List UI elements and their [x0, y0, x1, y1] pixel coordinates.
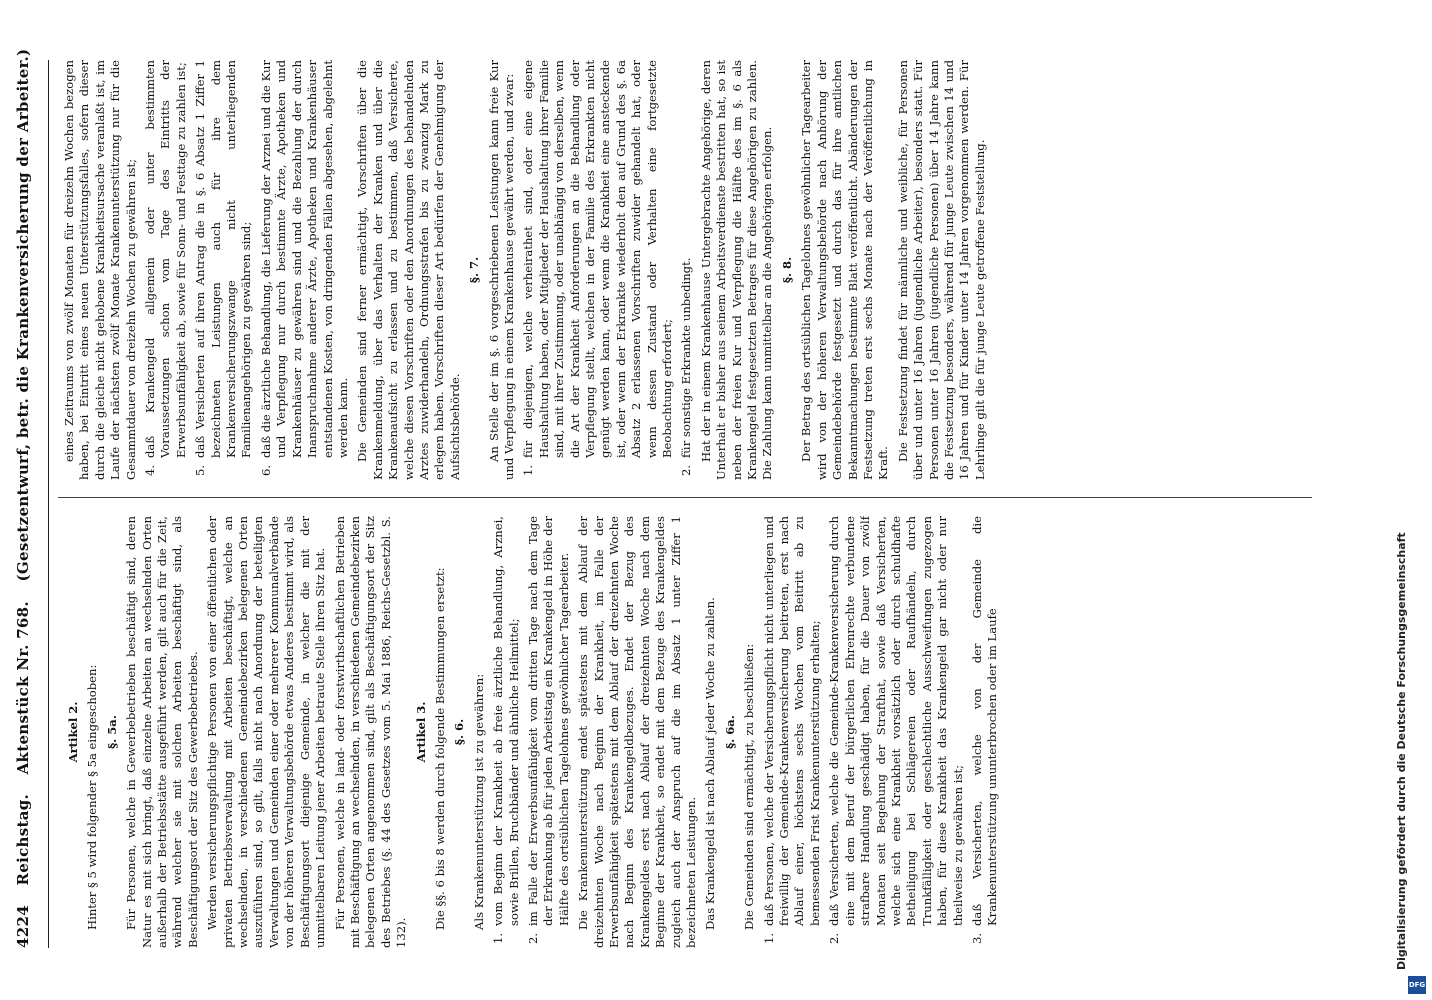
paragraph: An Stelle der im §. 6 vorgeschriebenen Leistungen kann freie Kur und Verpflegung in einem Krankenhause gewährt werden, und zwar: [486, 60, 516, 480]
section-heading: §. 8. [779, 256, 794, 284]
clause-number: 1. [761, 932, 776, 944]
numbered-clause [491, 516, 522, 948]
page-header [14, 48, 44, 948]
paragraph: Die Festsetzung findet für männliche und weibliche, für Personen über und unter 16 Jahren (jugendliche Arbeiter), besonders statt. Für Personen unter 16 Jahren (jugendliche Personen) über 14 Jahre kann die Festsetzung besonders, während für junge Leute zwischen 14 und 16 Jahren und für Kinder unter 14 Jahren vorgenommen werden. Für Lehrlinge gilt die für junge Leute getroffene Feststellung. [895, 60, 987, 480]
paragraph: Für Personen, welche in Gewerbebetrieben beschäftigt sind, deren Natur es mit sich bringt, daß einzelne Arbeiten an wechselnden Orten außerhalb der Betriebsstätte ausgeführt werden, gilt auch für die Zeit, während welcher sie mit solchen Arbeiten beschäftigt sind, als Beschäftigungsort der Sitz des Gewerbebetriebes. [124, 516, 200, 948]
clause-number: 1. [521, 464, 536, 476]
clause-number: 3. [969, 932, 984, 944]
section-heading: §. 5a. [104, 715, 119, 749]
section-heading: Artikel 2. [66, 701, 80, 763]
paragraph: eines Zeitraums von zwölf Monaten für dreizehn Wochen bezogen haben, bei Eintritt eines neuen Unterstützungsfalles, sofern dieser durch die gleiche nicht gehobene Krankheitsursache veranlaßt ist, im Laufe der nächsten zwölf Monate Krankenunterstützung nur für die Gesammtdauer von dreizehn Wochen zu gewähren ist; [62, 60, 138, 480]
numbered-clause [521, 60, 675, 480]
assembly-name: Reichstag. [14, 793, 32, 886]
clause-text: im Falle der Erwerbsunfähigkeit vom dritten Tage nach dem Tage der Erkrankung ab für jeden Arbeitstag ein Krankengeld in Höhe der Hälfte des ortsüblichen Tagelohnes gewöhnlicher Tagearbeiter. [525, 516, 571, 926]
document-subject: (Gesetzentwurf, betr. die Krankenversicherung der Arbeiter.) [14, 48, 32, 582]
paragraph: Werden versicherungspflichtige Personen von einer öffentlichen oder privaten Betriebsverwaltung mit Arbeiten beschäftigt, welche an wechselnden, in verschiedenen Gemeindebezirken belegenen Orten auszuführen sind, so gilt, falls nicht nach Anordnung der beteiligten Verwaltungen und Gemeinden einer oder mehrerer Kommunalverbände von der höheren Verwaltungsbehörde etwas Anderes bestimmt wird, als Beschäftigungsort diejenige Gemeinde, in welcher die mit der unmittelbaren Leitung jener Arbeiten betraute Stelle ihren Sitz hat. [205, 516, 328, 948]
numbered-clause [526, 516, 572, 948]
right-column [62, 60, 1312, 480]
clause-text: daß Versicherten, welche von der Gemeinde die Krankenunterstützung ununterbrochen oder im Laufe [969, 516, 1000, 926]
section-heading: Artikel 3. [413, 701, 428, 763]
section-heading: §. 7. [467, 256, 482, 284]
numbered-clause [143, 60, 189, 480]
paragraph: Der Betrag des ortsüblichen Tagelohnes gewöhnlicher Tagearbeiter wird von der höheren Verwaltungsbehörde nach Anhörung der Gemeindebehörde festgesetzt und durch das für ihre amtlichen Bekanntmachungen bestimmte Blatt veröffentlicht. Abänderungen der Festsetzung treten erst sechs Monate nach der Veröffentlichung in Kraft. [799, 60, 891, 480]
paragraph: Als Krankenunterstützung ist zu gewähren: [471, 673, 486, 930]
header-rule [48, 60, 49, 948]
paragraph: Für Personen, welche in land- oder forstwirthschaftlichen Betrieben mit Beschäftigung an wechselnden, in verschiedenen Gemeindebezirken belegenen Orten angenommen sind, gilt als Beschäftigungsort der Sitz des Betriebes (§. 44 des Gesetzes vom 5. Mai 1886, Reichs-Gesetzbl. S. 132). [332, 516, 409, 948]
clause-text: für diejenigen, welche verheirathet sind, oder eine eigene Haushaltung haben, oder Mitglieder der Haushaltung ihrer Familie sind, mit ihrer Zustimmung, oder unabhängig von derselben, wenn die Art der Krankheit Anforderungen an die Behandlung oder Verpflegung stellt, welchen in der Familie des Erkrankten nicht genügt werden kann, oder wenn die Krankheit eine ansteckende ist, oder wenn der Erkrankte wiederholt den auf Grund des §. 6a Absatz 2 erlassenen Vorschriften zuwider gehandelt hat, oder wenn dessen Zustand oder Verhalten eine fortgesetzte Beobachtung erfordert; [521, 60, 675, 458]
numbered-clause [259, 60, 351, 480]
column-divider [58, 497, 1312, 498]
clause-text: daß Personen, welche der Versicherungspflicht nicht unterliegen und freiwillig der Gemeinde-Krankenversicherung beitreten, erst nach Ablauf einer, höchstens sechs Wochen vom Beitritt ab zu bemessenden Frist Krankenunterstützung erhalten; [761, 516, 822, 926]
numbered-clause [193, 60, 255, 480]
section-heading: §. 6a. [722, 715, 737, 749]
left-column [62, 516, 1312, 948]
clause-number: 4. [143, 464, 158, 476]
paragraph: Hinter § 5 wird folgender § 5a eingeschoben: [85, 664, 100, 930]
paragraph: Die Gemeinden sind ferner ermächtigt, Vorschriften über die Krankenmeldung, über das Verhalten der Kranken und über die Krankenaufsicht zu erlassen und zu bestimmen, daß Versicherte, welche diesen Vorschriften oder den Anordnungen des behandelnden Arztes zuwiderhandeln, Ordnungsstrafen bis zu zwanzig Mark zu erlegen haben. Vorschriften dieser Art bedürfen der Genehmigung der Aufsichtsbehörde. [355, 60, 462, 480]
numbered-clause [679, 60, 694, 480]
clause-number: 2. [679, 464, 694, 476]
document-number: Aktenstück Nr. 768. [14, 601, 32, 775]
numbered-clause [762, 516, 824, 948]
clause-number: 6. [258, 464, 273, 476]
clause-text: daß Krankengeld allgemein oder unter bestimmten Voraussetzungen schon vom Tage des Eintritts der Erwerbsunfähigkeit ab, sowie für Sonn- und Festtage zu zahlen ist; [143, 60, 188, 458]
paragraph: Die Gemeinden sind ermächtigt, zu beschließen: [742, 643, 757, 930]
paragraph: Die Krankenunterstützung endet spätestens mit dem Ablauf der dreizehnten Woche nach Beginn der Krankheit, im Falle der Erwerbsunfähigkeit spätestens mit dem Ablauf der dreizehnten Woche nach Beginn des Krankengeldbezuges. Endet der Bezug des Krankengeldes erst nach Ablauf der dreizehnten Woche nach dem Beginne der Krankheit, so endet mit dem Bezuge des Krankengeldes zugleich auch der Anspruch auf die im Absatz 1 unter Ziffer 1 bezeichneten Leistungen. [576, 516, 699, 948]
clause-number: 2. [827, 932, 842, 944]
clause-text: für sonstige Erkrankte unbedingt. [679, 257, 694, 458]
paragraph: Die §§. 6 bis 8 werden durch folgende Bestimmungen ersetzt: [432, 567, 447, 930]
numbered-clause [827, 516, 966, 948]
clause-text: vom Beginn der Krankheit ab freie ärztliche Behandlung, Arznei, sowie Brillen, Bruchbänder und ähnliche Heilmittel; [491, 516, 521, 926]
page-number: 4224 [14, 905, 32, 948]
clause-text: daß Versicherten auf ihren Antrag die in §. 6 Absatz 1 Ziffer 1 bezeichneten Leistungen auch für ihre dem Krankenversicherungszwange nicht unterliegenden Familienangehörigen zu gewähren sind; [193, 60, 254, 458]
digitization-credit: Digitalisierung gefördert durch die Deutsche Forschungsgemeinschaft [1395, 532, 1408, 970]
numbered-clause [970, 516, 1001, 948]
clause-text: daß die ärztliche Behandlung, die Lieferung der Arznei und die Kur und Verpflegung nur durch bestimmte Ärzte, Apotheken und Krankenhäuser zu gewähren sind und die Bezahlung der durch Inanspruchnahme anderer Ärzte, Apotheken und Krankenhäuser entstandenen Kosten, von dringenden Fällen abgesehen, abgelehnt werden kann. [258, 60, 350, 458]
clause-number: 5. [193, 464, 208, 476]
clause-text: daß Versicherten, welche die Gemeinde-Krankenversicherung durch eine mit dem Beruf der bürgerlichen Ehrenrechte verbundene strafbare Handlung geschädigt haben, für die Dauer von zwölf Monaten seit Begehung der Strafthat, sowie daß Versicherten, welche sich eine Krankheit vorsätzlich oder durch schuldhafte Betheiligung bei Schlägereien oder Raufhändeln, durch Trunkfälligkeit oder geschlechtliche Ausschweifungen zugezogen haben, für diese Krankheit das Krankengeld gar nicht oder nur theilweise zu gewähren ist; [827, 516, 965, 926]
clause-number: 1. [491, 932, 506, 944]
paragraph: Das Krankengeld ist nach Ablauf jeder Woche zu zahlen. [703, 597, 718, 930]
dfg-logo: DFG [1408, 976, 1426, 994]
clause-number: 2. [525, 932, 540, 944]
section-heading: §. 6. [452, 718, 467, 746]
paragraph: Hat der in einem Krankenhause Untergebrachte Angehörige, deren Unterhalt er bisher aus seinem Arbeitsverdienste bestritten hat, so ist neben der freien Kur und Verpflegung die Hälfte des im §. 6 als Krankengeld festgesetzten Betrages für diese Angehörigen zu zahlen. Die Zahlung kann unmittelbar an die Angehörigen erfolgen. [698, 60, 775, 480]
digitization-sidebar [1395, 0, 1432, 1000]
